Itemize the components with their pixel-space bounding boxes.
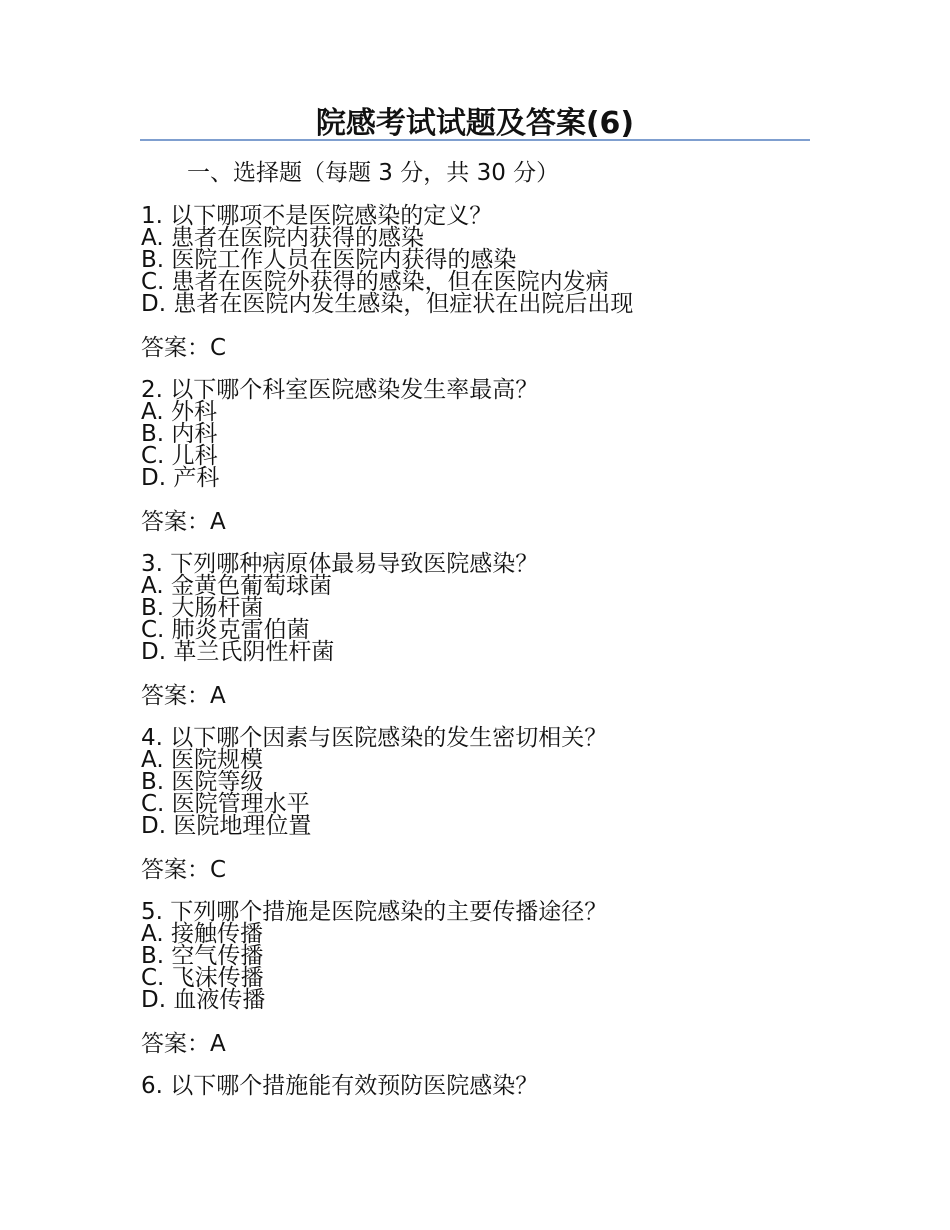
option-c: C. 肺炎克雷伯菌 — [141, 617, 310, 643]
option-c: C. 儿科 — [141, 443, 218, 469]
question-stem: 1. 以下哪项不是医院感染的定义？ — [141, 203, 493, 229]
question-stem: 3. 下列哪种病原体最易导致医院感染？ — [141, 551, 539, 577]
question-stem: 4. 以下哪个因素与医院感染的发生密切相关？ — [141, 725, 608, 751]
option-b: B. 大肠杆菌 — [141, 595, 264, 621]
option-d: D. 产科 — [141, 465, 220, 491]
option-b: B. 医院等级 — [141, 769, 264, 795]
question-stem: 5. 下列哪个措施是医院感染的主要传播途径？ — [141, 899, 608, 925]
question-6 — [141, 1075, 538, 1097]
question-4 — [141, 727, 607, 837]
option-a: A. 接触传播 — [141, 921, 263, 947]
option-c: C. 患者在医院外获得的感染，但在医院内发病 — [141, 269, 609, 295]
option-a: A. 患者在医院内获得的感染 — [141, 225, 424, 251]
answer-2: 答案：A — [141, 509, 226, 535]
option-b: B. 空气传播 — [141, 943, 264, 969]
option-c: C. 飞沫传播 — [141, 965, 264, 991]
question-stem: 2. 以下哪个科室医院感染发生率最高？ — [141, 377, 539, 403]
option-b: B. 内科 — [141, 421, 218, 447]
option-a: A. 外科 — [141, 399, 217, 425]
question-5 — [141, 901, 607, 1011]
answer-5: 答案：A — [141, 1031, 226, 1057]
question-2 — [141, 379, 538, 489]
answer-1: 答案：C — [141, 335, 227, 361]
option-d: D. 血液传播 — [141, 987, 266, 1013]
option-a: A. 医院规模 — [141, 747, 263, 773]
option-c: C. 医院管理水平 — [141, 791, 310, 817]
title-underline — [140, 139, 810, 141]
option-d: D. 患者在医院内发生感染，但症状在出院后出现 — [141, 291, 634, 317]
option-d: D. 医院地理位置 — [141, 813, 312, 839]
section-heading: 一、选择题（每题 3 分，共 30 分） — [187, 160, 560, 186]
question-3 — [141, 553, 538, 663]
document-title: 院感考试试题及答案(6) — [315, 106, 635, 141]
question-1 — [141, 205, 633, 315]
answer-3: 答案：A — [141, 683, 226, 709]
option-a: A. 金黄色葡萄球菌 — [141, 573, 332, 599]
option-d: D. 革兰氏阴性杆菌 — [141, 639, 335, 665]
question-stem: 6. 以下哪个措施能有效预防医院感染？ — [141, 1073, 539, 1099]
answer-4: 答案：C — [141, 857, 227, 883]
option-b: B. 医院工作人员在医院内获得的感染 — [141, 247, 517, 273]
